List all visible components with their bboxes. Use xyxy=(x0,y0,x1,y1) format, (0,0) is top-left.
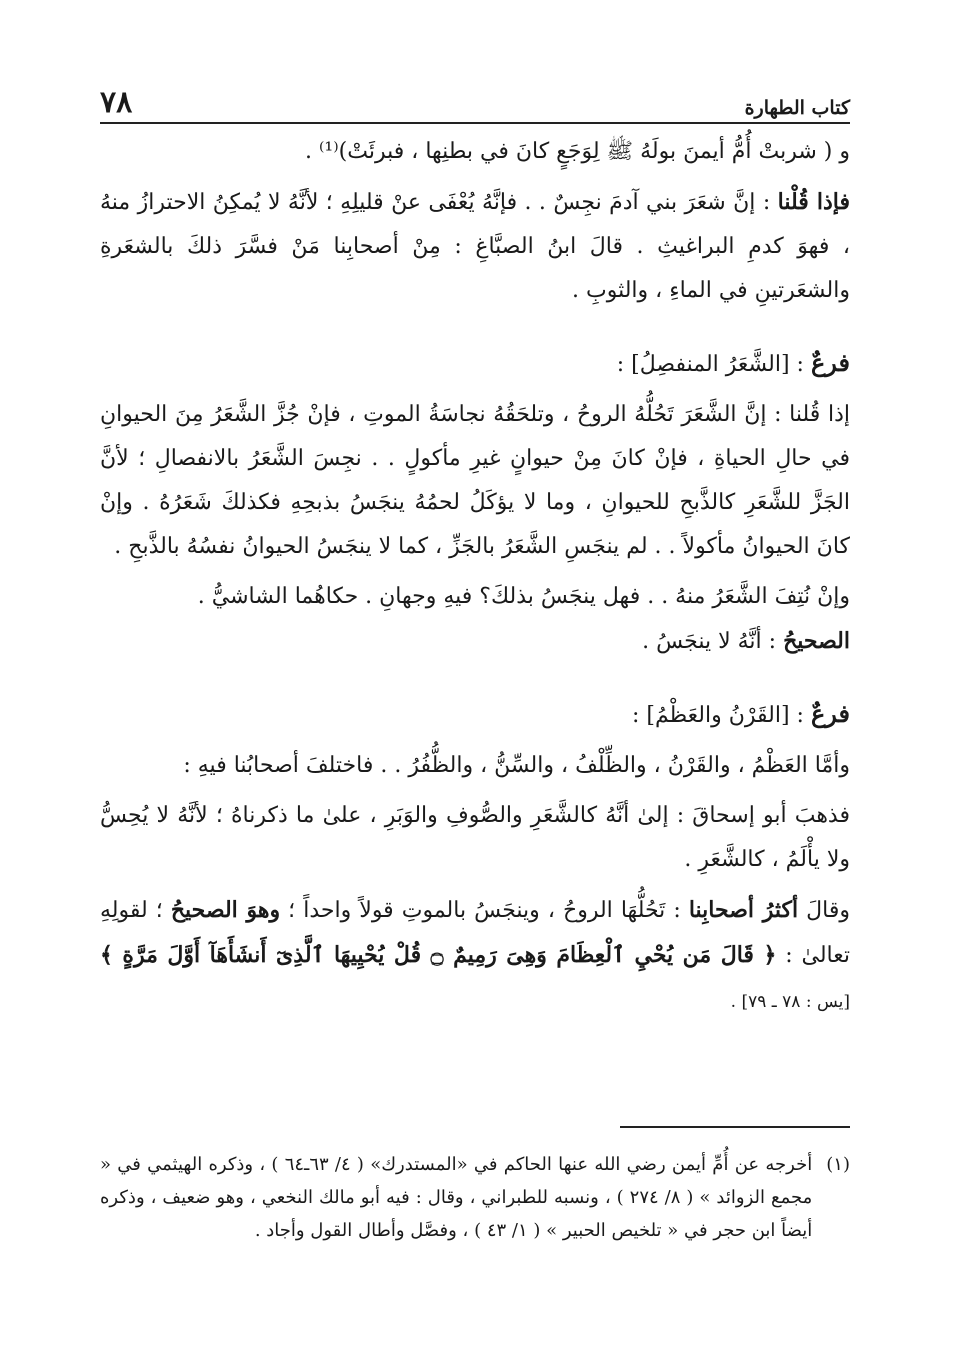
footnote-divider xyxy=(620,1126,850,1128)
paragraph-2 xyxy=(100,180,850,313)
paragraph-8-start: وقالَ xyxy=(798,898,851,923)
paragraph-2-text: : إنَّ شعَرَ بني آدمَ نجِسٌ . . فإنَّهُ يُعْفَى عنْ قليلِهِ ؛ لأنَّهُ لا يُمكِنُ الاحترازُ منهُ ، فهوَ كدمِ البراغيثِ . قالَ ابنُ الصبَّاغِ : مِنْ أصحابِنا مَنْ فسَّرَ ذلكَ بالشعَرةِ والشعَرتينِ في الماءِ ، والثوبِ . xyxy=(100,190,850,303)
paragraph-8 xyxy=(100,888,850,1024)
paragraph-1: و ( شربتْ أُمُّ أيمنَ بولَهُ ﷺ لِوَجَعٍ كانَ في بطنِها ، فبرئَتْ)⁽¹⁾ . xyxy=(305,139,850,164)
verse-reference: [يس : ٧٨ ـ ٧٩] . xyxy=(730,992,850,1012)
paragraph-5-text: : أنَّهُ لا ينجَسُ . xyxy=(642,629,784,654)
page-number: ٧٨ xyxy=(100,85,133,120)
paragraph-3: إذا قُلنا : إنَّ الشَّعَرَ تَحُلُّهُ الروحُ ، وتلحَقُهُ نجاسَةُ الموتِ ، فإنْ جُزَّ الشَّعَرُ مِنَ الحيوانِ في حالِ الحياةِ ، فإنْ كانَ مِنْ حيوانٍ غيرِ مأكولٍ . . نجِسَ الشَّعَرُ بالانفصالِ ؛ لأنَّ الجَزَّ للشَّعَرِ كالذَّبحِ للحيوانِ ، وما لا يؤكَلُ لحمُهُ ينجَسُ بذبحِهِ فكذلكَ شَعَرُهُ . وإنْ كانَ الحيوانُ مأكولاً . . لم ينجَسِ الشَّعَرُ بالجَزِّ ، كما لا ينجَسُ الحيوانُ نفسُهُ بالذَّبحِ . xyxy=(100,402,850,559)
paragraph-8-text: ؛ لقولِهِ تعالىٰ : xyxy=(100,898,850,968)
page-header xyxy=(100,78,850,124)
book-title: كتاب الطهارة xyxy=(744,97,850,119)
paragraph-8-mid: : تَحُلُّهَا الروحُ ، وينجَسُ بالموتِ قولاً واحداً ؛ xyxy=(280,898,689,923)
heading-title: : [الشَّعَرُ المنفصِلُ] : xyxy=(616,352,811,377)
footnote-number: (١) xyxy=(826,1154,850,1175)
heading-label: فرعٌ xyxy=(810,699,850,728)
main-text xyxy=(100,130,850,1030)
paragraph-2-label: فإذا قُلْنا xyxy=(777,189,850,215)
heading-label: فرعٌ xyxy=(810,348,850,377)
footnote-text: أخرجه عن أُمِّ أيمن رضي الله عنها الحاكم في «المستدرك» ( ٤/ ٦٣ـ٦٤ ) ، وذكره الهيثمي في « مجمع الزوائد » ( ٨/ ٢٧٤ ) ، ونسبه للطبراني ، وقال : فيه أبو مالك النخعي ، وهو ضعيف ، وذكره أيضاً ابن حجر في « تلخيص الحبير » ( ١/ ٤٣ ) ، وفصَّل وأطال القول وأجاد . xyxy=(100,1154,813,1241)
heading-title: : [القَرْنُ والعَظْمُ] : xyxy=(632,703,811,728)
section-heading-hair xyxy=(100,341,850,387)
paragraph-8-label: أكثرُ أصحابِنا xyxy=(688,897,799,923)
paragraph-6: وأمَّا العَظْمُ ، والقَرْنُ ، والظِّلْفُ ، والسِّنُّ ، والظُّفُرُ . . فاختلفَ أصحابُنا فيهِ : xyxy=(183,753,850,778)
paragraph-4 xyxy=(100,575,850,664)
paragraph-4-text: وإنْ نُتِفَ الشَّعَرُ منهُ . . فهل ينجَسُ بذلكَ؟ فيهِ وجهانِ . حكاهُما الشاشيُّ . xyxy=(197,584,850,609)
section-heading-horn-bone xyxy=(100,692,850,738)
paragraph-5-label: الصحيحُ xyxy=(783,628,850,654)
footnote xyxy=(100,1148,850,1247)
footnotes xyxy=(100,1148,850,1247)
quran-verse: ﴿ قَالَ مَن يُحْيِ ٱلْعِظَامَ وَهِىَ رَمِيمٌ ۝ قُلْ يُحْيِيهَا ٱلَّذِىٓ أَنشَأَهَآ أَوَّلَ مَرَّةٍ ﴾ xyxy=(100,942,777,968)
paragraph-8-label2: وهوَ الصحيحُ xyxy=(170,897,281,923)
paragraph-7: فذهبَ أبو إسحاقَ : إلىٰ أنَّهُ كالشَّعَرِ والصُّوفِ والوَبَرِ ، علىٰ ما ذكرناهُ ؛ لأنَّهُ لا يُحِسُّ ولا يأْلَمُ ، كالشَّعَرِ . xyxy=(100,803,850,872)
